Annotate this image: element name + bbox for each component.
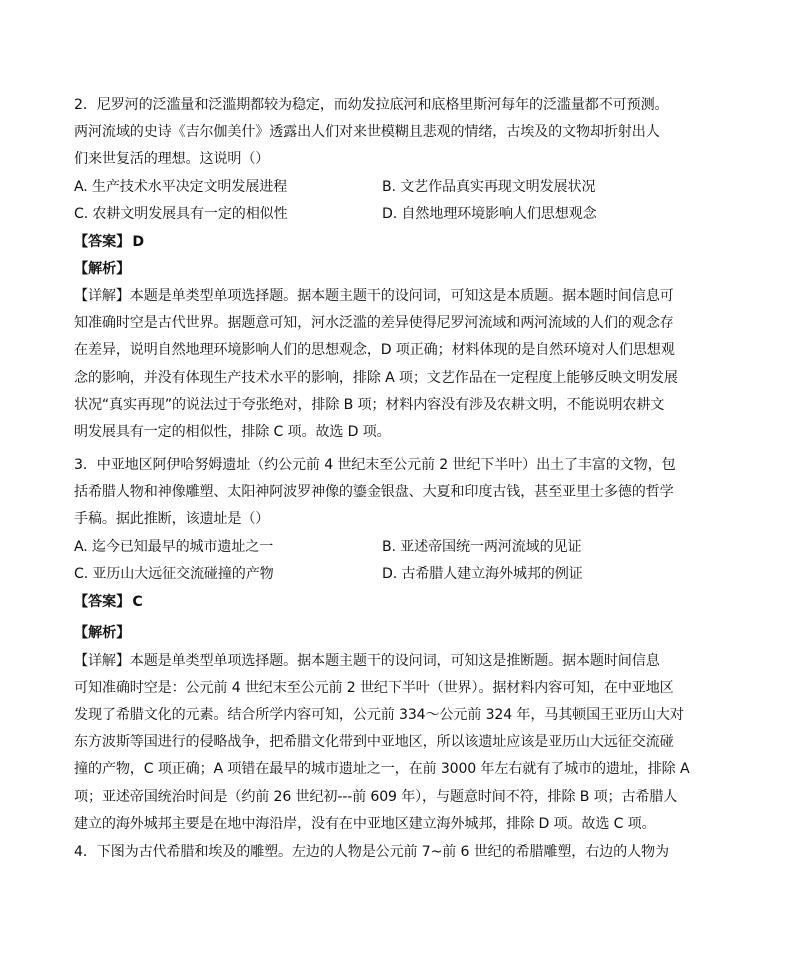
q2-option-a: A. 生产技术水平决定文明发展进程 xyxy=(74,179,288,195)
q3-detail-line: 【详解】本题是单类型单项选择题。据本题主题干的设问词，可知这是推断题。据本题时间信息 xyxy=(74,653,660,669)
q2-stem-line: 2．尼罗河的泛滥量和泛滥期都较为稳定，而幼发拉底河和底格里斯河每年的泛滥量都不可预测。 xyxy=(74,97,669,113)
q3-option-a: A. 迄今已知最早的城市遗址之一 xyxy=(74,539,274,555)
answer-value: D xyxy=(132,234,145,250)
q3-stem-line: 手稿。据此推断，该遗址是（） xyxy=(74,511,270,527)
q2-option-d: D. 自然地理环境影响人们思想观念 xyxy=(382,206,597,222)
q2-stem-line: 们来世复活的理想。这说明（） xyxy=(74,151,270,167)
q3-option-c: C. 亚历山大远征交流碰撞的产物 xyxy=(74,566,274,582)
q3-stem-line: 3．中亚地区阿伊哈努姆遗址（约公元前 4 世纪末至公元前 2 世纪下半叶）出土了丰富的文物，包 xyxy=(74,457,676,473)
q3-option-d: D. 古希腊人建立海外城邦的例证 xyxy=(382,566,583,582)
q3-stem-line: 括希腊人物和神像雕塑、太阳神阿波罗神像的鎏金银盘、大夏和印度古钱，甚至亚里士多德的哲学 xyxy=(74,484,674,500)
q2-option-c: C. 农耕文明发展具有一定的相似性 xyxy=(74,206,288,222)
q3-answer xyxy=(74,592,143,612)
answer-value: C xyxy=(132,594,143,610)
q3-detail-line: 项；亚述帝国统治时间是（约前 26 世纪初---前 609 年），与题意时间不符，排除 B 项；古希腊人 xyxy=(74,789,678,805)
answer-label: 【答案】 xyxy=(74,234,131,250)
q3-detail-line: 发现了希腊文化的元素。结合所学内容可知，公元前 334～公元前 324 年，马其顿国王亚历山大对 xyxy=(74,707,684,723)
q2-detail-line: 在差异，说明自然地理环境影响人们的思想观念，D 项正确；材料体现的是自然环境对人们思想观 xyxy=(74,342,675,358)
answer-label: 【答案】 xyxy=(74,594,131,610)
q2-analysis-label: 【解析】 xyxy=(74,261,131,277)
q2-detail-line: 【详解】本题是单类型单项选择题。据本题主题干的设问词，可知这是本质题。据本题时间信息可 xyxy=(74,288,674,304)
q3-detail-line: 建立的海外城邦主要是在地中海沿岸，没有在中亚地区建立海外城邦，排除 D 项。故选 C 项。 xyxy=(74,816,656,832)
q2-detail-line: 状况“真实再现”的说法过于夸张绝对，排除 B 项；材料内容没有涉及农耕文明，不能说明农耕文 xyxy=(74,397,665,413)
q2-option-b: B. 文艺作品真实再现文明发展状况 xyxy=(382,179,596,195)
q3-detail-line: 可知准确时空是：公元前 4 世纪末至公元前 2 世纪下半叶（世界）。据材料内容可知，在中亚地区 xyxy=(74,680,674,696)
q3-analysis-label: 【解析】 xyxy=(74,625,131,641)
q3-detail-line: 撞的产物，C 项正确；A 项错在最早的城市遗址之一，在前 3000 年左右就有了城市的遗址，排除 A xyxy=(74,761,690,777)
q2-detail-line: 念的影响，并没有体现生产技术水平的影响，排除 A 项；文艺作品在一定程度上能够反映文明发展 xyxy=(74,370,678,386)
q3-option-b: B. 亚述帝国统一两河流域的见证 xyxy=(382,539,582,555)
q4-stem-line: 4．下图为古代希腊和埃及的雕塑。左边的人物是公元前 7~前 6 世纪的希腊雕塑，右边的人物为 xyxy=(74,844,669,860)
q2-detail-line: 知准确时空是古代世界。据题意可知，河水泛滥的差异使得尼罗河流域和两河流域的人们的观念存 xyxy=(74,315,674,331)
q2-stem-line: 两河流域的史诗《吉尔伽美什》透露出人们对来世模糊且悲观的情绪，古埃及的文物却折射出人 xyxy=(74,124,660,140)
q2-answer xyxy=(74,232,144,252)
q3-detail-line: 东方波斯等国进行的侵略战争，把希腊文化带到中亚地区，所以该遗址应该是亚历山大远征交流碰 xyxy=(74,734,674,750)
q2-detail-line: 明发展具有一定的相似性，排除 C 项。故选 D 项。 xyxy=(74,424,391,440)
